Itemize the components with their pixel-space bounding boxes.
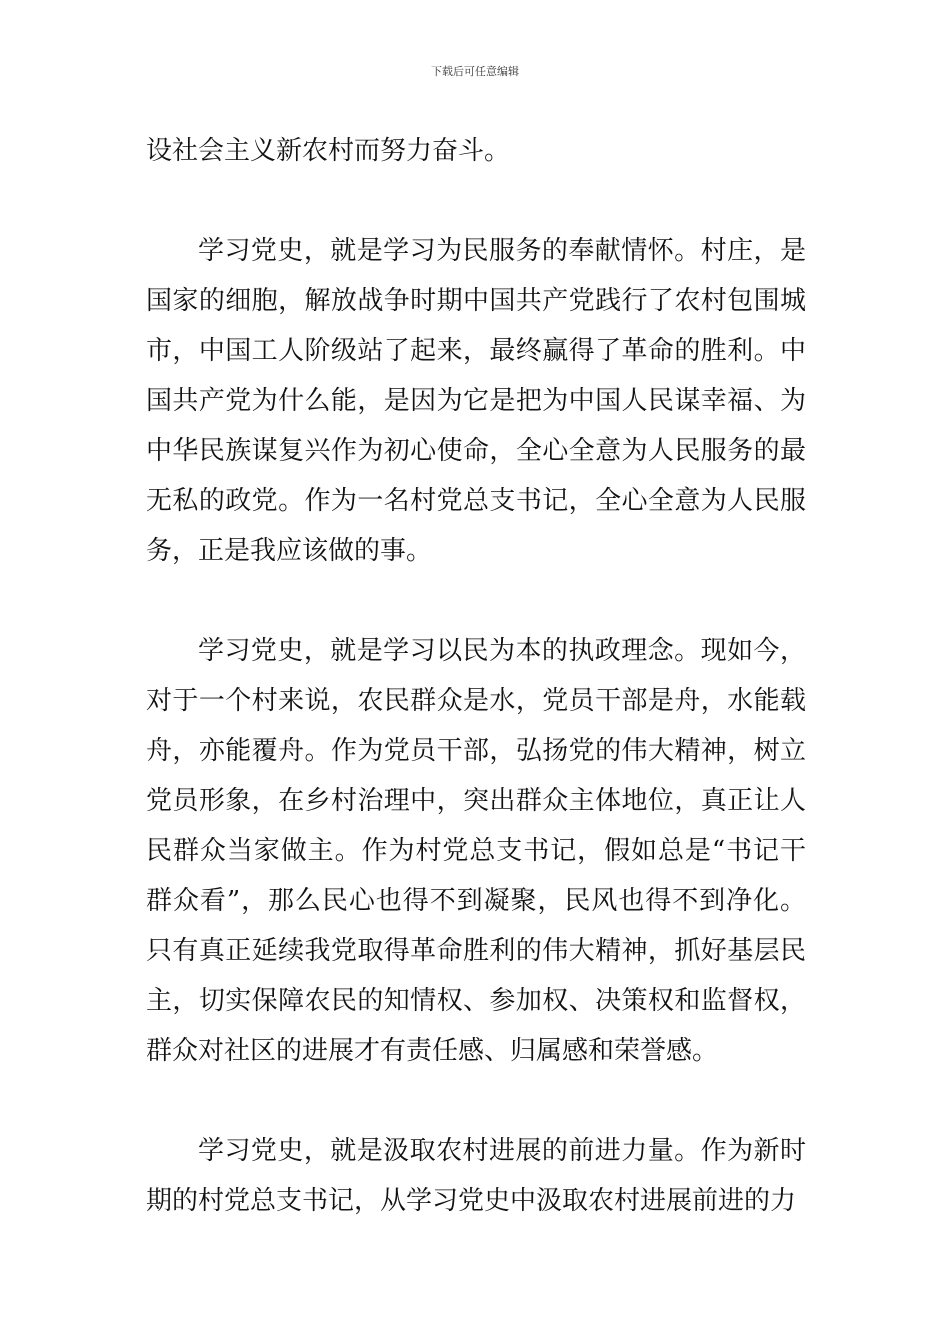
paragraph-continuation: 设社会主义新农村而努力奋斗。	[146, 136, 511, 166]
paragraph-rural-development: 学习党史，就是汲取农村进展的前进力量。作为新时期的村党总支书记，从学习党史中汲取农村进展前进的力	[146, 1136, 806, 1216]
page-header: 下载后可任意编辑	[431, 65, 519, 78]
paragraph-spacer	[146, 1076, 806, 1126]
paragraph-people-oriented: 学习党史，就是学习以民为本的执政理念。现如今，对于一个村来说，农民群众是水，党员干部是舟，水能载舟，亦能覆舟。作为党员干部，弘扬党的伟大精神，树立党员形象，在乡村治理中，突出群众主体地位，真正让人民群众当家做主。作为村党总支书记，假如总是“书记干群众看”，那么民心也得不到凝聚，民风也得不到净化。只有真正延续我党取得革命胜利的伟大精神，抓好基层民主，切实保障农民的知情权、参加权、决策权和监督权，群众对社区的进展才有责任感、归属感和荣誉感。	[146, 636, 806, 1066]
document-body	[146, 126, 806, 1226]
paragraph-spacer	[146, 576, 806, 626]
paragraph-service-spirit: 学习党史，就是学习为民服务的奉献情怀。村庄，是国家的细胞，解放战争时期中国共产党践行了农村包围城市，中国工人阶级站了起来，最终赢得了革命的胜利。中国共产党为什么能，是因为它是把为中国人民谋幸福、为中华民族谋复兴作为初心使命，全心全意为人民服务的最无私的政党。作为一名村党总支书记，全心全意为人民服务，正是我应该做的事。	[146, 236, 806, 566]
paragraph-spacer	[146, 176, 806, 226]
